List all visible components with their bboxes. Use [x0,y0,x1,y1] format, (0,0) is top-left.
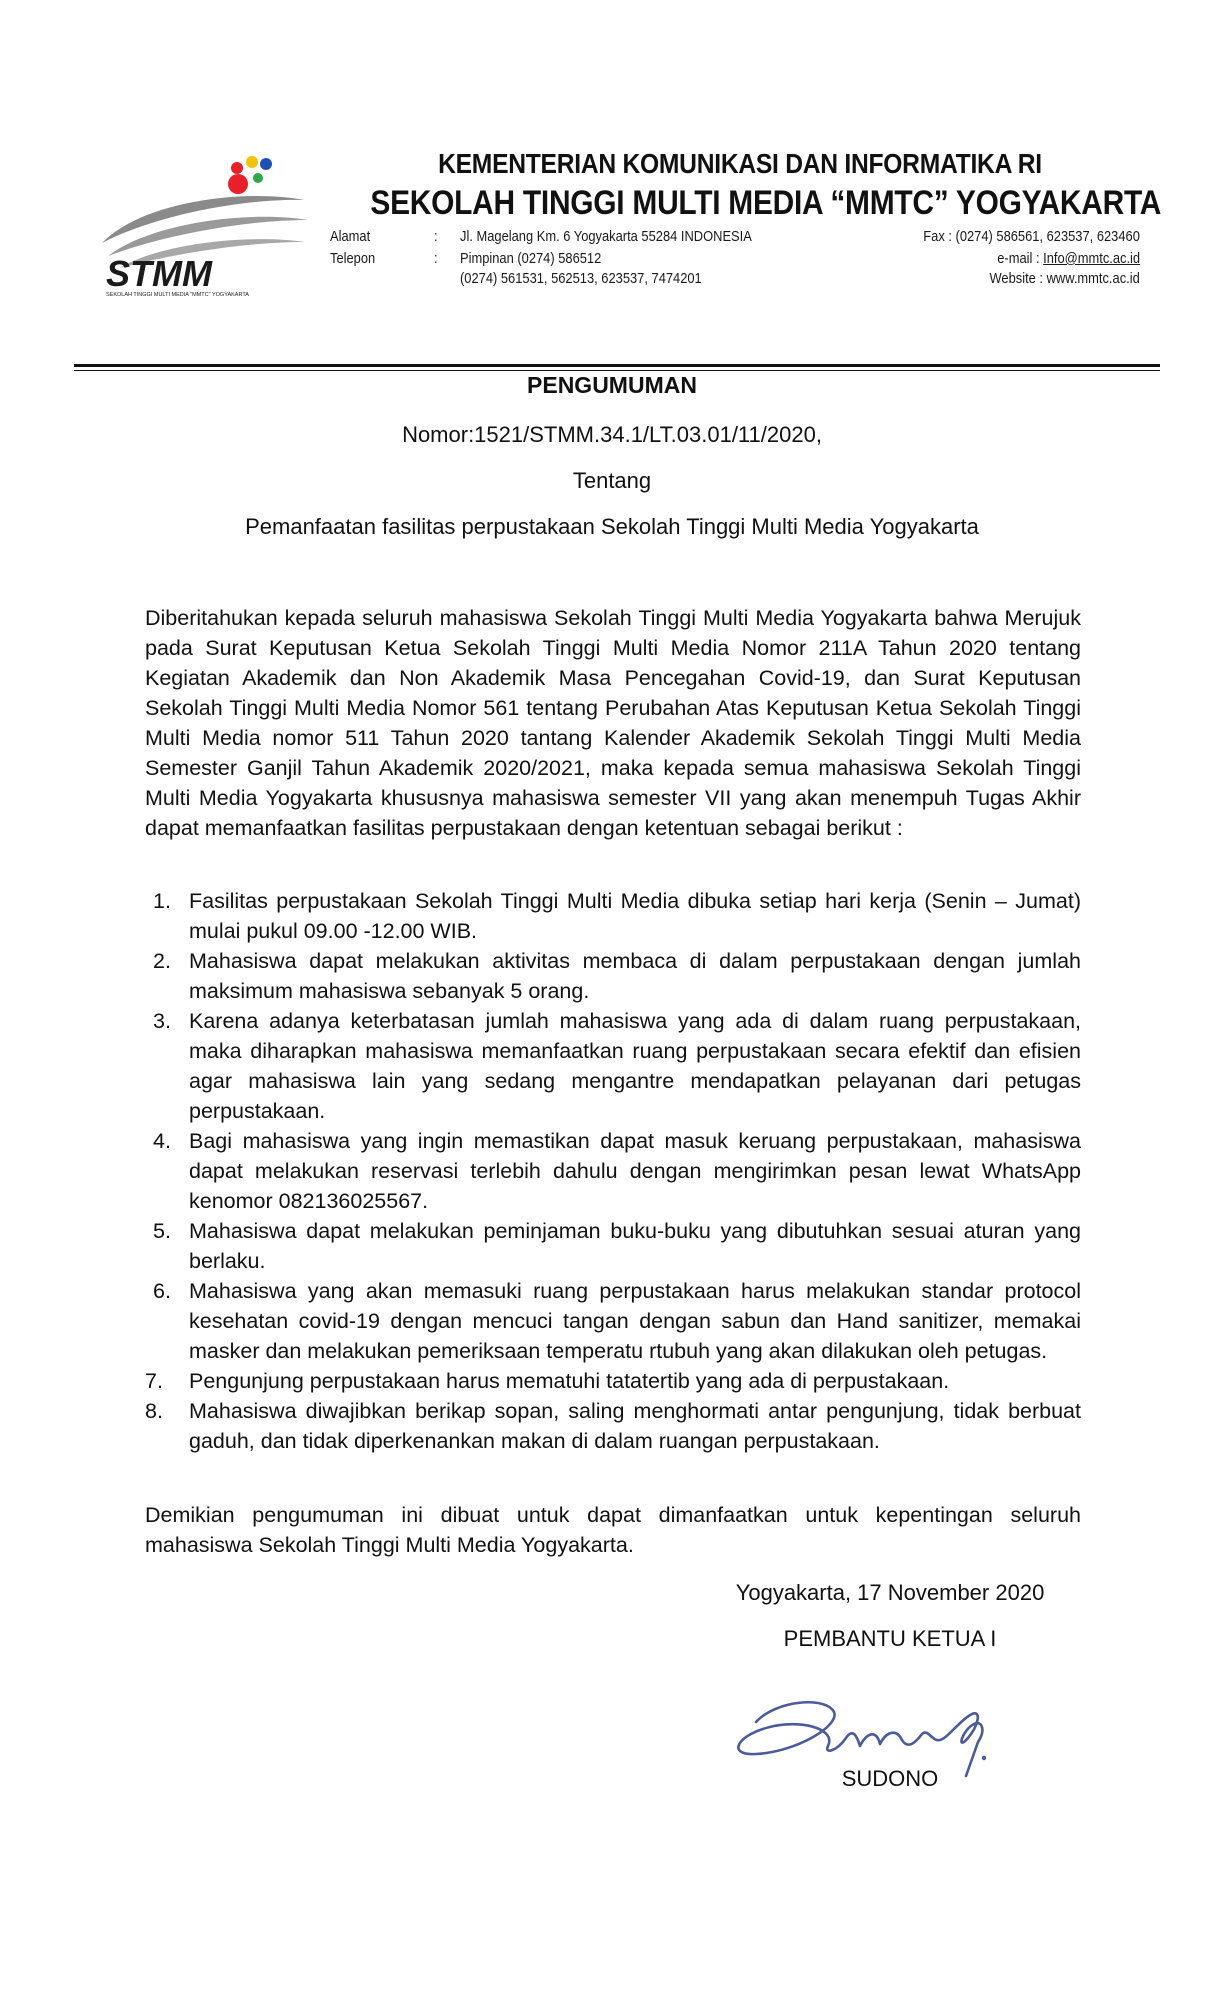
address-label: Alamat [330,228,371,245]
list-item [145,946,1081,1006]
list-number: 2. [153,949,171,973]
list-number: 5. [153,1219,171,1243]
logo-red-dot-small [231,162,243,174]
logo-yellow-dot [246,156,258,168]
list-text: Mahasiswa yang akan memasuki ruang perpustakaan harus melakukan standar protocol kesehatan covid-19 dengan mencuci tangan dengan sabun dan Hand sanitizer, memakai masker dan melakukan pemeriksaan temperatu rtubuh yang akan dilakukan oleh petugas. [189,1279,1081,1363]
letterhead-rule-thick [74,364,1160,367]
letterhead-rule-thin [74,370,1160,371]
school-title: SEKOLAH TINGGI MULTI MEDIA “MMTC” YOGYAKARTA [370,184,1162,222]
signer-position: PEMBANTU KETUA I [783,1626,997,1651]
list-number: 6. [153,1279,171,1303]
phone-colon: : [434,250,438,267]
place-date: Yogyakarta, 17 November 2020 [735,1580,1045,1605]
announcement-number: Nomor:1521/STMM.34.1/LT.03.01/11/2020, [402,422,822,447]
phone-label: Telepon [330,250,376,267]
list-number: 1. [153,889,171,913]
list-text: Fasilitas perpustakaan Sekolah Tinggi Multi Media dibuka setiap hari kerja (Senin – Jumat) mulai pukul 09.00 -12.00 WIB. [189,889,1081,943]
list-text: Karena adanya keterbatasan jumlah mahasiswa yang ada di dalam ruang perpustakaan, maka diharapkan mahasiswa memanfaatkan ruang perpustakaan secara efektif dan efisien agar mahasiswa lain yang sedang mengantre mendapatkan pelayanan dari petugas perpustakaan. [189,1009,1081,1123]
list-text: Pengunjung perpustakaan harus mematuhi tatatertib yang ada di perpustakaan. [189,1369,950,1393]
phone-value-1: Pimpinan (0274) 586512 [460,250,602,267]
email-label: e-mail : [997,250,1044,267]
rules-list [145,886,1081,1456]
handwritten-signature [716,1660,1026,1780]
logo-subtext: SEKOLAH TINGGI MULTI MEDIA "MMTC" YOGYAKARTA [106,292,249,298]
logo-wordmark: STMM [106,253,212,294]
announcement-title: PENGUMUMAN [527,372,697,398]
signature-stroke [738,1702,982,1776]
signer-name: SUDONO [841,1766,939,1791]
closing-paragraph: Demikian pengumuman ini dibuat untuk dapat dimanfaatkan untuk kepentingan seluruh mahasiswa Sekolah Tinggi Multi Media Yogyakarta. [145,1503,1081,1557]
fax-value: Fax : (0274) 586561, 623537, 623460 [923,228,1140,245]
list-item [145,886,1081,946]
list-item [145,1396,1081,1456]
website-value: Website : www.mmtc.ac.id [989,270,1140,287]
phone-value-2: (0274) 561531, 562513, 623537, 7474201 [460,270,702,287]
logo-green-dot [253,173,263,183]
intro-paragraph: Diberitahukan kepada seluruh mahasiswa Sekolah Tinggi Multi Media Yogyakarta bahwa Merujuk pada Surat Keputusan Ketua Sekolah Tinggi Multi Media Nomor 211A Tahun 2020 tentang Kegiatan Akademik dan Non Akademik Masa Pencegahan Covid-19, dan Surat Keputusan Sekolah Tinggi Multi Media Nomor 561 tentang Perubahan Atas Keputusan Ketua Sekolah Tinggi Multi Media nomor 511 Tahun 2020 tantang Kalender Akademik Sekolah Tinggi Multi Media Semester Ganjil Tahun Akademik 2020/2021, maka kepada semua mahasiswa Sekolah Tinggi Multi Media Yogyakarta khususnya mahasiswa semester VII yang akan menempuh Tugas Akhir dapat memanfaatkan fasilitas perpustakaan dengan ketentuan sebagai berikut : [145,606,1081,840]
list-text: Mahasiswa dapat melakukan peminjaman buku-buku yang dibutuhkan sesuai aturan yang berlaku. [189,1219,1081,1273]
list-number: 3. [153,1009,171,1033]
address-colon: : [434,228,438,245]
logo-blue-dot [260,158,272,170]
email-line [997,250,1140,267]
about-label: Tentang [572,468,652,493]
list-number: 8. [145,1399,163,1423]
list-item [145,1216,1081,1276]
logo-red-dot-large [228,174,248,194]
announcement-subject: Pemanfaatan fasilitas perpustakaan Sekolah Tinggi Multi Media Yogyakarta [245,514,979,539]
list-item [145,1126,1081,1216]
stmm-logo [100,148,310,298]
list-text: Bagi mahasiswa yang ingin memastikan dapat masuk keruang perpustakaan, mahasiswa dapat melakukan reservasi terlebih dahulu dengan mengirimkan pesan lewat WhatsApp kenomor 082136025567. [189,1129,1081,1213]
list-item [145,1276,1081,1366]
address-value: Jl. Magelang Km. 6 Yogyakarta 55284 INDONESIA [460,228,752,245]
signature-dot [982,1756,986,1760]
stmm-logo-graphic [100,148,310,298]
list-number: 7. [145,1369,163,1393]
email-link[interactable]: Info@mmtc.ac.id [1043,250,1140,267]
list-number: 4. [153,1129,171,1153]
list-text: Mahasiswa diwajibkan berikap sopan, saling menghormati antar pengunjung, tidak berbuat gaduh, dan tidak diperkenankan makan di dalam ruangan perpustakaan. [189,1399,1081,1453]
ministry-title: KEMENTERIAN KOMUNIKASI DAN INFORMATIKA RI [438,148,1042,179]
list-item [145,1366,1081,1396]
signature-graphic [716,1660,1026,1780]
list-text: Mahasiswa dapat melakukan aktivitas membaca di dalam perpustakaan dengan jumlah maksimum mahasiswa sebanyak 5 orang. [189,949,1081,1003]
list-item [145,1006,1081,1126]
